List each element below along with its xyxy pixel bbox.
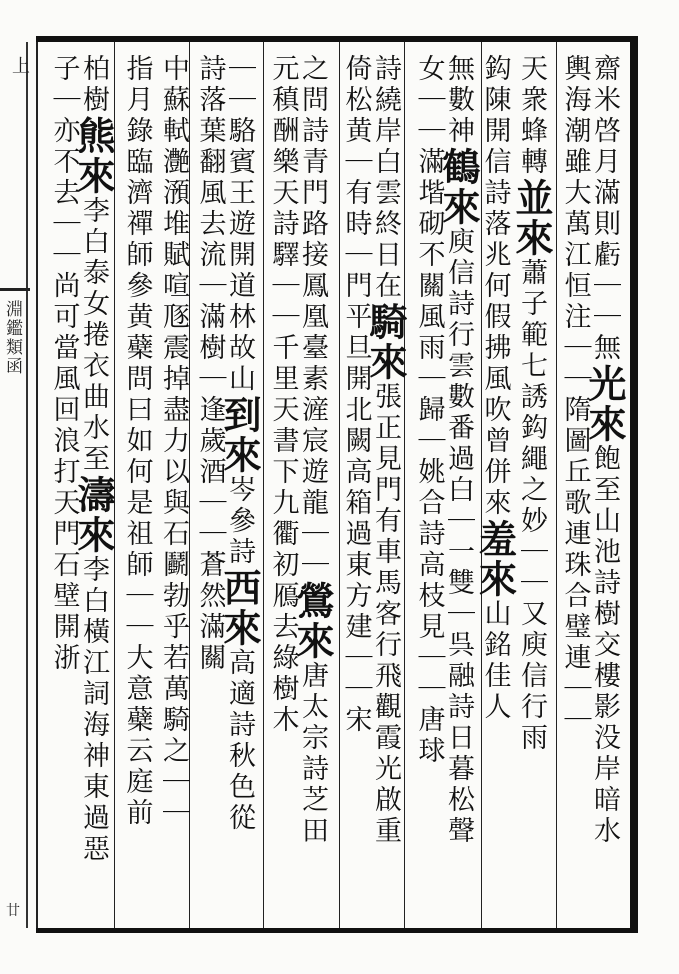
text-segment: 逢歲酒｜｜蒼然滿關 [194,395,226,674]
text-segment: 山銘佳人 [479,599,511,723]
gutter-rule [26,42,28,928]
gutter-fish-tail [0,288,30,291]
text-segment: ｜｜駱賓王遊開道林故山 [224,54,255,395]
text-segment: 李白泰女捲衣曲水至 [78,196,109,475]
text-column [188,54,225,926]
frame-bottom-border [36,928,636,933]
gutter-title: 淵鑑類函 [2,300,22,376]
text-segment: 風回浪打天門石壁開浙 [48,364,80,674]
entry-heading: 鶯來 [290,581,335,661]
entry-heading: 光來 [582,364,627,444]
frame-right-border [630,36,638,933]
text-column [363,54,408,926]
text-segment: 子｜ [48,54,80,116]
page-gutter [0,42,36,928]
text-segment: 門平旦開北闕高箱過東方建｜｜宋 [340,271,372,736]
text-segment: 齋米啓月滿則虧｜｜無 [589,54,620,364]
text-segment: 岑參詩 [224,475,255,568]
text-segment: 詩繞岸白雲終日在 [370,54,401,302]
frame-top-border [36,36,636,42]
entry-heading: 西來 [217,568,262,648]
text-segment: 中蘇軾灔澦堆賦喧豗震掉盡力以與石鬬勃乎若萬騎之｜｜ [158,54,189,829]
text-segment: 輿海潮雖大萬江恒注｜｜隋圖丘歌連珠合璧連｜｜ [559,54,591,736]
text-segment: 唐太宗詩芝田 [297,661,328,847]
text-segment: 詩落葉翻風去流｜滿樹｜ [194,54,226,395]
text-column [436,54,481,926]
text-segment: 元稹酬樂天詩驛｜｜千里天書下九衢 [267,54,299,550]
text-segment: 無數神 [443,54,474,147]
text-column [261,54,298,926]
entry-heading: 鶴來 [436,147,481,227]
text-segment: 庾信詩行雲數番過白｜一雙｜呉融詩日暮松聲 [443,227,474,847]
text-segment: 蕭子範七誘鈎繩之妙｜｜又庾信行雨 [516,258,547,754]
text-column [152,54,189,926]
text-column [217,54,262,926]
text-segment: 亦不去｜｜尚可當 [48,116,80,364]
text-segment: 之問詩青門路接鳳凰臺素滻宸遊龍｜｜ [297,54,328,581]
text-column [582,54,627,926]
text-column [553,54,590,926]
entry-heading: 騎來 [363,302,408,382]
text-segment: 張正見門有車馬客行飛觀霞光啟重 [370,382,401,847]
text-column [71,54,116,926]
text-segment: 女｜｜ [413,54,445,147]
text-segment: 倚松黄｜有時｜ [340,54,372,271]
text-column [407,54,444,926]
gutter-top-mark: 上 [9,56,30,74]
text-segment: 滿堦砌不關風雨｜歸｜姚合詩高枝見｜｜唐球 [413,147,445,767]
gutter-page-number: 廿 [6,903,20,919]
text-column [509,54,554,926]
text-column [42,54,79,926]
text-segment: 鈎陳開 [479,54,511,147]
text-column [334,54,371,926]
entry-heading: 並來 [509,178,554,258]
text-segment: 初鴈去綠樹木 [267,550,299,736]
entry-heading: 到來 [217,395,262,475]
text-segment: 李白橫江詞海神東過惡 [78,555,109,865]
text-segment: 信詩落兆何假拂風吹曾併來 [479,147,511,519]
entry-heading: 羞來 [472,519,518,599]
text-segment: 飽至山池詩樹交樓影没岸暗水 [589,444,620,847]
text-column [115,54,152,926]
frame-left-border [36,42,38,928]
text-segment: 柏樹 [78,54,109,116]
entry-heading: 熊來 [71,116,116,196]
text-segment: 指月錄臨濟禪師參黄蘗問曰如何是祖師｜｜大意蘗云庭前 [121,54,153,829]
text-column [472,54,518,926]
text-segment: 高適詩秋色從 [224,648,255,834]
entry-heading: 濤來 [71,475,116,555]
text-column [290,54,335,926]
text-segment: 天衆蜂轉 [516,54,547,178]
